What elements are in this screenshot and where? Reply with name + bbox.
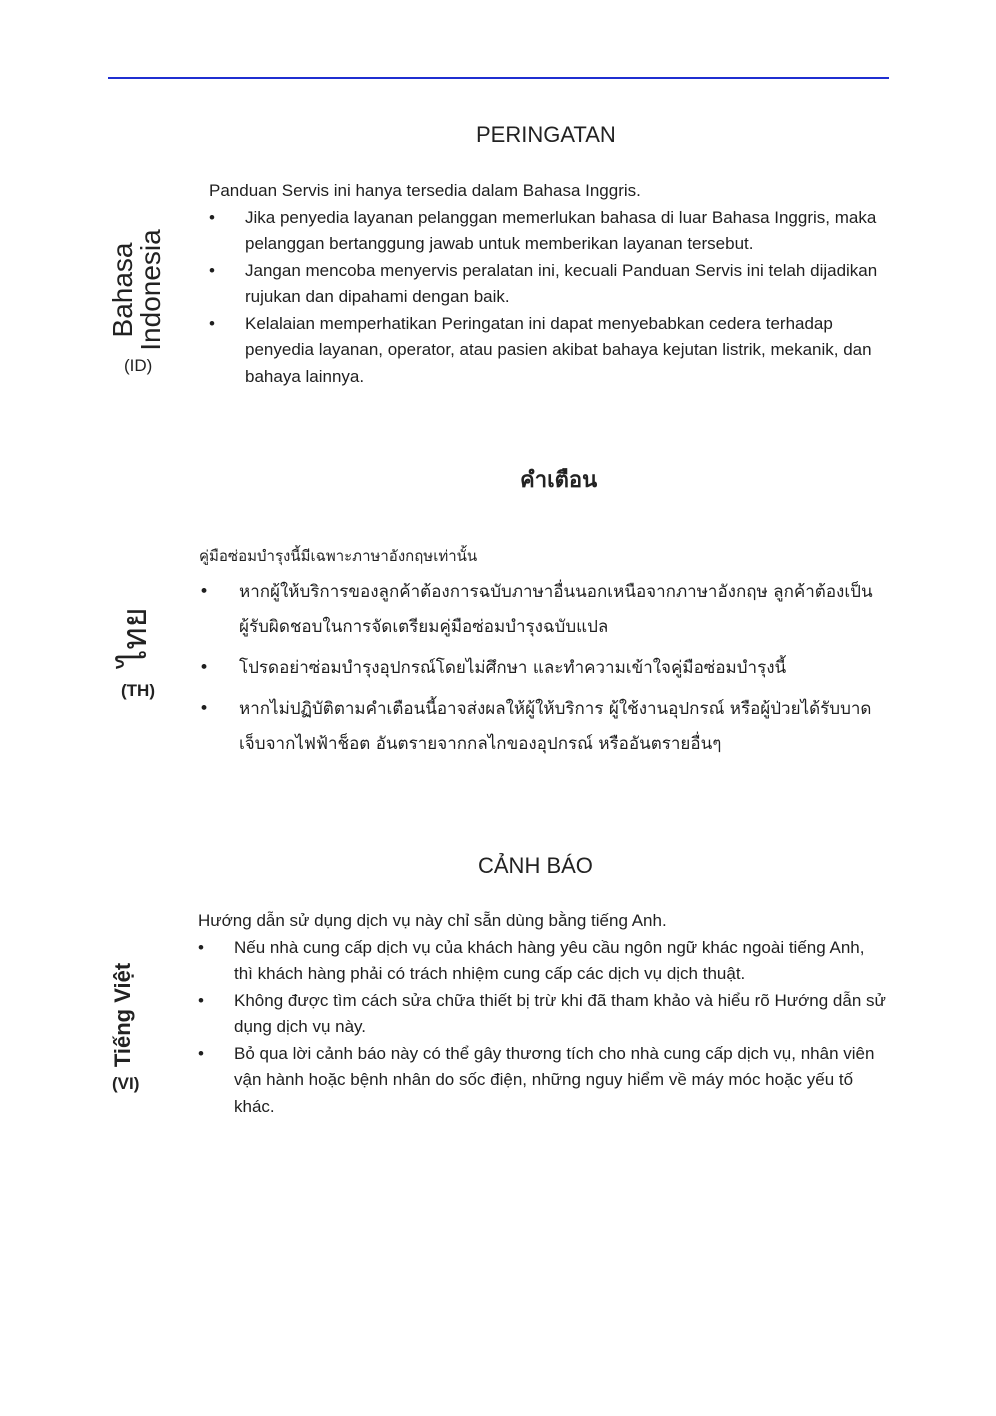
list-item-text: Không được tìm cách sửa chữa thiết bị trừ khi đã tham khảo và hiểu rõ Hướng dẫn sử dụng dịch vụ này. [234, 990, 886, 1036]
bullet-icon: • [209, 313, 215, 333]
list-item [198, 1041, 888, 1121]
list-item [198, 988, 888, 1041]
side-label-id-text: Bahasa Indonesia [107, 229, 166, 351]
list-item-text: Jika penyedia layanan pelanggan memerlukan bahasa di luar Bahasa Inggris, maka pelanggan bertanggung jawab untuk memberikan layanan tersebut. [245, 207, 877, 253]
header-rule [108, 77, 889, 79]
section-title-id: PERINGATAN [476, 122, 616, 147]
section-title-vi: CẢNH BÁO [478, 853, 593, 878]
list-item [209, 311, 889, 391]
list-item [199, 651, 889, 686]
side-label-vi-text: Tiếng Việt [110, 962, 135, 1068]
side-code-vi: (VI) [112, 1074, 140, 1093]
list-item-text: โปรดอย่าซ่อมบำรุงอุปกรณ์โดยไม่ศึกษา และทำความเข้าใจคู่มือซ่อมบำรุงนี้ [239, 658, 787, 678]
body-vi [198, 908, 888, 1120]
list-item-text: Kelalaian memperhatikan Peringatan ini dapat menyebabkan cedera terhadap penyedia layanan, operator, atau pasien akibat bahaya kejutan listrik, mekanik, dan bahaya lainnya. [245, 313, 872, 386]
list-item-text: หากผู้ให้บริการของลูกค้าต้องการฉบับภาษาอื่นนอกเหนือจากภาษาอังกฤษ ลูกค้าต้องเป็นผู้รับผิดชอบในการจัดเตรียมคู่มือซ่อมบำรุงฉบับแปล [239, 582, 873, 637]
intro-th: คู่มือซ่อมบำรุงนี้มีเฉพาะภาษาอังกฤษเท่านั้น [199, 547, 478, 565]
bullet-icon: • [198, 937, 204, 957]
bullet-icon: • [209, 260, 215, 280]
body-th [199, 543, 889, 762]
list-item [209, 205, 889, 258]
side-label-th-text: ไทย [115, 607, 155, 667]
list-item-text: Nếu nhà cung cấp dịch vụ của khách hàng yêu cầu ngôn ngữ khác ngoài tiếng Anh, thì khách hàng phải có trách nhiệm cung cấp các dịch vụ dịch thuật. [234, 937, 865, 983]
section-title-th: คำเตือน [520, 467, 598, 493]
body-id [209, 178, 889, 390]
list-item [209, 258, 889, 311]
bullet-icon: • [198, 990, 204, 1010]
list-item-text: Jangan mencoba menyervis peralatan ini, kecuali Panduan Servis ini telah dijadikan rujukan dan dipahami dengan baik. [245, 260, 878, 306]
bullet-icon: • [199, 699, 210, 719]
list-item [199, 692, 889, 762]
bullet-icon: • [199, 658, 210, 678]
side-label-vi [112, 940, 142, 1090]
list-item-text: Bỏ qua lời cảnh báo này có thể gây thương tích cho nhà cung cấp dịch vụ, nhân viên vận hành hoặc bệnh nhân do sốc điện, những nguy hiểm về máy móc hoặc yếu tố khác. [234, 1043, 875, 1116]
bullet-list-th [199, 575, 889, 762]
side-label-th [115, 577, 162, 697]
side-code-id: (ID) [124, 356, 153, 375]
bullet-list-id [209, 205, 889, 391]
bullet-icon: • [209, 207, 215, 227]
intro-id: Panduan Servis ini hanya tersedia dalam Bahasa Inggris. [209, 181, 641, 200]
list-item [198, 935, 888, 988]
intro-vi: Hướng dẫn sử dụng dịch vụ này chỉ sẵn dùng bằng tiếng Anh. [198, 911, 667, 930]
side-code-th: (TH) [121, 681, 155, 700]
bullet-icon: • [198, 1043, 204, 1063]
list-item [199, 575, 889, 645]
list-item-text: หากไม่ปฏิบัติตามคำเตือนนี้อาจส่งผลให้ผู้ให้บริการ ผู้ใช้งานอุปกรณ์ หรือผู้ป่วยได้รับบาดเจ็บจากไฟฟ้าช็อต อันตรายจากกลไกของอุปกรณ์ หรืออันตรายอื่นๆ [239, 699, 872, 754]
bullet-list-vi [198, 935, 888, 1121]
bullet-icon: • [199, 582, 210, 602]
